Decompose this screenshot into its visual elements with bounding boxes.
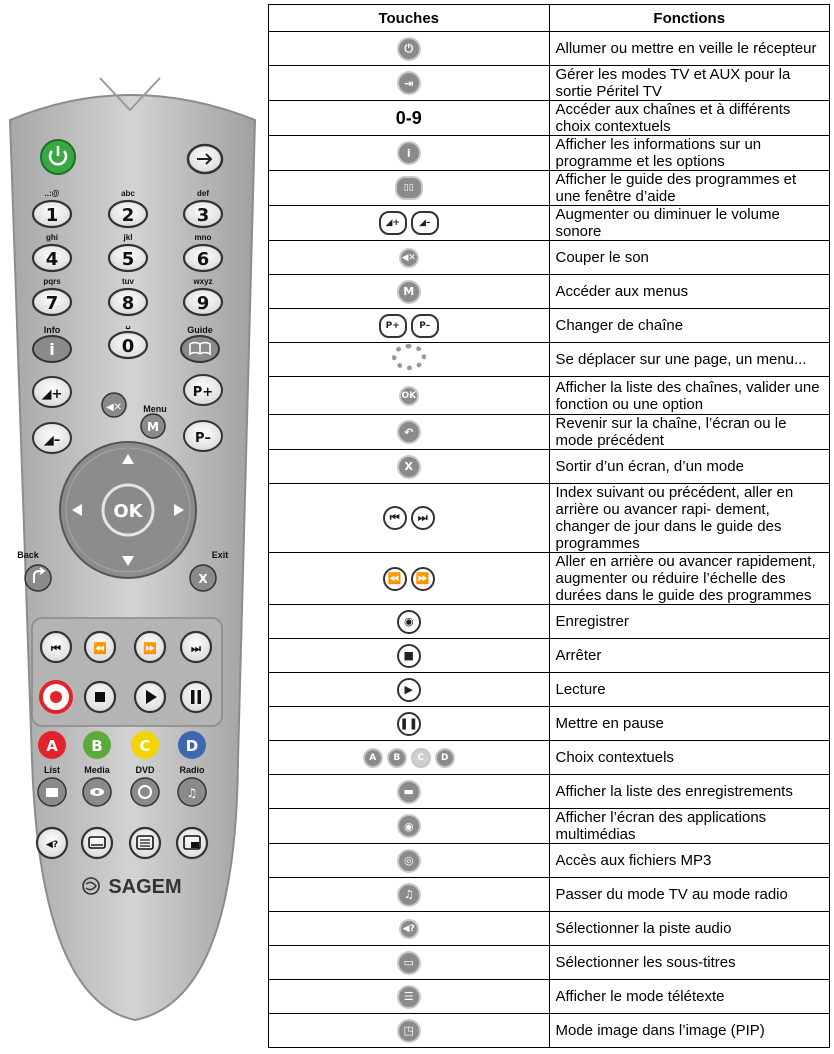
function-cell: Revenir sur la chaîne, l’écran ou le mode précédent (549, 415, 830, 450)
function-cell: Passer du mode TV au mode radio (549, 878, 830, 912)
function-cell: Accès aux fichiers MP3 (549, 844, 830, 878)
function-cell: Afficher le guide des programmes et une fenêtre d’aide (549, 171, 830, 206)
table-row (269, 741, 830, 775)
record-icon: ◉ (397, 610, 421, 634)
play-icon: ▶ (397, 678, 421, 702)
skip-forward-icon: ⏭ (411, 506, 435, 530)
table-row (269, 171, 830, 206)
digit-key-label: 8 (121, 293, 135, 314)
volume-down-button[interactable] (33, 423, 71, 453)
subtitles-icon: ▭ (397, 951, 421, 975)
table-row (269, 844, 830, 878)
fast-forward-button[interactable] (135, 632, 165, 662)
digit-key-label: 5 (121, 249, 135, 270)
svg-text:◀?: ◀? (45, 840, 59, 850)
table-row (269, 707, 830, 741)
key-cell (269, 673, 550, 707)
function-cell: Arrêter (549, 639, 830, 673)
table-row (269, 775, 830, 809)
vol-down-glyph: ◢– (43, 433, 61, 448)
function-cell: Sélectionner la piste audio (549, 912, 830, 946)
table-row (269, 946, 830, 980)
ch-up-glyph: P+ (192, 385, 214, 400)
table-row (269, 912, 830, 946)
power-icon: ⏻ (397, 37, 421, 61)
function-cell: Accéder aux chaînes et à différents choix contextuels (549, 101, 830, 136)
color-key-d-icon: D (435, 748, 455, 768)
color-key-b-icon: B (387, 748, 407, 768)
table-row (269, 136, 830, 171)
guide-icon: ▯▯ (395, 176, 423, 200)
function-cell: Enregistrer (549, 605, 830, 639)
remote-control-illustration (0, 0, 270, 1054)
exit-key-glyph: X (198, 572, 208, 586)
channel-up-icon: P+ (379, 314, 407, 338)
key-cell (269, 844, 550, 878)
dvd-label: DVD (135, 765, 155, 775)
key-cell (269, 605, 550, 639)
table-row (269, 450, 830, 484)
function-cell: Accéder aux menus (549, 275, 830, 309)
color-key-a-icon: A (363, 748, 383, 768)
table-row (269, 275, 830, 309)
table-row (269, 309, 830, 343)
ok-icon: OK (399, 386, 419, 406)
key-function-table (268, 4, 830, 1048)
digit-letters: pqrs (43, 277, 61, 286)
key-cell (269, 484, 550, 553)
digit-letters: wxyz (193, 277, 213, 286)
teletext-button[interactable] (130, 828, 160, 858)
function-cell: Aller en arrière ou avancer rapidement, augmenter ou réduire l’échelle des durées dans le guide des programmes (549, 553, 830, 605)
svg-text:D: D (185, 737, 199, 755)
function-cell: Sortir d’un écran, d’un mode (549, 450, 830, 484)
volume-up-button[interactable] (33, 377, 71, 407)
digit-letters: ..:@ (44, 189, 60, 198)
vol-up-glyph: ◢+ (41, 387, 63, 402)
table-row (269, 377, 830, 415)
guide-button[interactable] (181, 336, 219, 362)
mute-icon: ◀✕ (399, 248, 419, 268)
power-button[interactable] (41, 140, 75, 174)
table-row (269, 639, 830, 673)
exit-label: Exit (211, 550, 229, 560)
digit-letters: def (197, 189, 209, 198)
channel-down-button[interactable] (184, 421, 222, 451)
pause-button[interactable] (181, 682, 211, 712)
key-cell (269, 707, 550, 741)
svg-text:⏮: ⏮ (51, 642, 61, 655)
svg-text:⏭: ⏭ (191, 642, 201, 655)
table-row (269, 206, 830, 241)
exit-icon: X (397, 455, 421, 479)
table-row (269, 343, 830, 377)
radio-icon: ♫ (397, 883, 421, 907)
key-cell (269, 1014, 550, 1048)
back-label: Back (17, 550, 39, 560)
svg-text:B: B (91, 737, 103, 755)
skip-back-button[interactable] (41, 632, 71, 662)
digit-key-label: 3 (196, 205, 210, 226)
function-cell: Afficher l’écran des applications multimédias (549, 809, 830, 844)
digit-key-label: 7 (45, 293, 59, 314)
digit-key-label: 6 (196, 249, 210, 270)
ok-button[interactable] (103, 485, 153, 535)
media-label: Media (84, 765, 110, 775)
function-cell: Sélectionner les sous-titres (549, 946, 830, 980)
key-cell (269, 809, 550, 844)
menu-button[interactable] (141, 414, 165, 438)
info-icon: i (397, 141, 421, 165)
input-button[interactable] (188, 145, 222, 173)
key-cell (269, 639, 550, 673)
function-cell: Couper le son (549, 241, 830, 275)
key-cell (269, 136, 550, 171)
function-cell: Se déplacer sur une page, un menu... (549, 343, 830, 377)
function-cell: Afficher la liste des enregistrements (549, 775, 830, 809)
key-cell (269, 946, 550, 980)
mute-button[interactable] (102, 393, 126, 417)
svg-text:A: A (46, 737, 58, 755)
key-cell (269, 343, 550, 377)
digit-key-label: 2 (121, 205, 135, 226)
channel-up-button[interactable] (184, 375, 222, 405)
table-row (269, 101, 830, 136)
digit-letters: abc (121, 189, 135, 198)
info-button[interactable] (33, 336, 71, 362)
color-key-a[interactable] (38, 731, 66, 759)
digits-key-label: 0-9 (395, 107, 422, 128)
table-row (269, 66, 830, 101)
table-header-row (269, 5, 830, 32)
key-cell (269, 980, 550, 1014)
back-button[interactable] (25, 565, 51, 591)
key-cell (269, 309, 550, 343)
audio-track-icon: ◀? (399, 919, 419, 939)
channel-down-icon: P– (411, 314, 439, 338)
function-cell: Allumer ou mettre en veille le récepteur (549, 32, 830, 66)
digit-letters: jkl (123, 233, 133, 242)
dvd-icon: ◎ (397, 849, 421, 873)
stop-icon: ■ (397, 644, 421, 668)
media-icon: ◉ (397, 814, 421, 838)
menu-key-glyph: M (147, 420, 159, 434)
skip-back-icon: ⏮ (383, 506, 407, 530)
volume-up-icon: ◢+ (379, 211, 407, 235)
ch-down-glyph: P– (194, 431, 212, 446)
digit-key-label: 0 (121, 336, 135, 357)
mute-icon: ◀✕ (105, 402, 123, 413)
function-cell: Afficher la liste des chaînes, valider une fonction ou une option (549, 377, 830, 415)
radio-button[interactable] (178, 778, 206, 806)
table-row (269, 878, 830, 912)
input-icon: ⇥ (397, 71, 421, 95)
key-cell (269, 775, 550, 809)
key-cell (269, 206, 550, 241)
volume-down-icon: ◢– (411, 211, 439, 235)
function-cell: Mettre en pause (549, 707, 830, 741)
function-cell: Changer de chaîne (549, 309, 830, 343)
key-cell (269, 912, 550, 946)
list-button[interactable] (38, 778, 66, 806)
table-row (269, 32, 830, 66)
color-key-b[interactable] (83, 731, 111, 759)
skip-forward-button[interactable] (181, 632, 211, 662)
ok-glyph: OK (113, 501, 143, 522)
table-row (269, 980, 830, 1014)
key-cell (269, 241, 550, 275)
media-button[interactable] (83, 778, 111, 806)
rewind-icon: ⏪ (383, 567, 407, 591)
dvd-button[interactable] (131, 778, 159, 806)
rewind-button[interactable] (85, 632, 115, 662)
color-key-d[interactable] (178, 731, 206, 759)
function-cell: Afficher les informations sur un programme et les options (549, 136, 830, 171)
svg-text:C: C (139, 737, 151, 755)
digit-key-label: 1 (45, 205, 59, 226)
key-cell (269, 878, 550, 912)
key-cell (269, 101, 550, 136)
header-touches: Touches (269, 5, 550, 32)
function-cell: Augmenter ou diminuer le volume sonore (549, 206, 830, 241)
function-cell: Index suivant ou précédent, aller en arrière ou avancer rapi- dement, changer de jour dans le guide des programmes (549, 484, 830, 553)
function-cell: Choix contextuels (549, 741, 830, 775)
stop-button[interactable] (85, 682, 115, 712)
table-row (269, 605, 830, 639)
radio-label: Radio (179, 765, 205, 775)
digit-letters: mno (194, 233, 212, 242)
exit-button[interactable] (190, 565, 216, 591)
info-key-glyph: i (49, 340, 55, 359)
key-cell (269, 377, 550, 415)
table-row (269, 673, 830, 707)
header-fonctions: Fonctions (549, 5, 830, 32)
brand-text: SAGEM (108, 876, 182, 898)
function-cell: Mode image dans l’image (PIP) (549, 1014, 830, 1048)
function-cell: Lecture (549, 673, 830, 707)
teletext-icon: ☰ (397, 985, 421, 1009)
key-cell (269, 741, 550, 775)
table-row (269, 553, 830, 605)
table-row (269, 809, 830, 844)
pip-button[interactable] (177, 828, 207, 858)
svg-text:⏪: ⏪ (93, 642, 107, 655)
back-icon: ↶ (397, 420, 421, 444)
subtitles-button[interactable] (82, 828, 112, 858)
key-cell (269, 32, 550, 66)
digit-key-label: 4 (45, 249, 59, 270)
svg-text:♫: ♫ (186, 786, 198, 800)
pip-icon: ◳ (397, 1019, 421, 1043)
list-label: List (43, 765, 61, 775)
key-cell (269, 553, 550, 605)
svg-text:⏩: ⏩ (143, 642, 157, 655)
info-label: Info (43, 325, 61, 335)
fast-forward-icon: ⏩ (411, 567, 435, 591)
function-cell: Gérer les modes TV et AUX pour la sortie Péritel TV (549, 66, 830, 101)
digit-key-label: 9 (196, 293, 210, 314)
digit-letters: tuv (122, 277, 134, 286)
table-row (269, 1014, 830, 1048)
color-key-c-icon: C (411, 748, 431, 768)
table-row (269, 241, 830, 275)
key-cell (269, 171, 550, 206)
table-row (269, 484, 830, 553)
digit-letters: ghi (46, 233, 58, 242)
audio-track-button[interactable] (37, 828, 67, 858)
record-button[interactable] (41, 682, 71, 712)
function-cell: Afficher le mode télétexte (549, 980, 830, 1014)
navigation-icon (392, 344, 426, 370)
table-row (269, 415, 830, 450)
digit-letters: ␣ (125, 320, 131, 329)
pause-icon: ❚❚ (397, 712, 421, 736)
list-icon: ▬ (397, 780, 421, 804)
menu-icon: M (397, 280, 421, 304)
key-cell (269, 275, 550, 309)
color-key-c[interactable] (131, 731, 159, 759)
key-cell (269, 450, 550, 484)
key-cell (269, 66, 550, 101)
play-button[interactable] (135, 682, 165, 712)
menu-label: Menu (143, 404, 167, 414)
guide-label: Guide (187, 325, 213, 335)
key-cell (269, 415, 550, 450)
